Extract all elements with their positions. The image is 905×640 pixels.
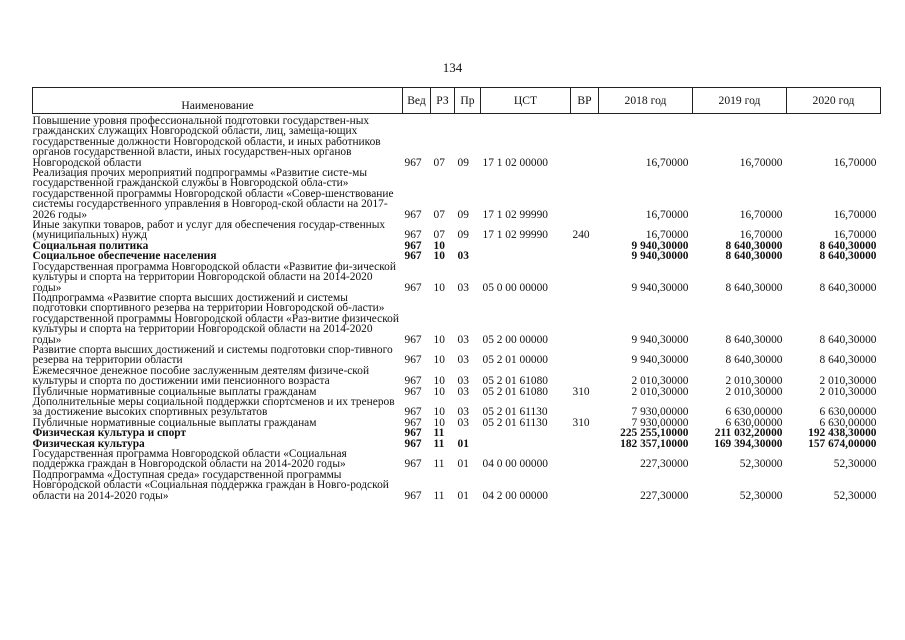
row-value-2018: 9 940,30000	[631, 250, 689, 263]
row-value-2020: 8 640,30000	[819, 250, 877, 263]
row-value-2020: 16,70000	[833, 156, 877, 169]
row-value-2018: 2 010,30000	[631, 385, 689, 398]
row-vr	[571, 439, 599, 449]
row-pr: 03	[457, 416, 469, 429]
row-value-2019: 8 640,30000	[725, 250, 783, 263]
row-rz: 07	[433, 229, 445, 242]
row-rz: 10	[433, 250, 445, 263]
row-rz: 10	[433, 239, 445, 252]
row-ved: 967	[404, 375, 422, 388]
table-row	[33, 397, 881, 418]
row-value-2018: 9 940,30000	[631, 239, 689, 252]
row-rz: 11	[433, 489, 445, 502]
row-name: Подпрограмма «Развитие спорта высших достижений и системы подготовки спортивного резерва на территории Новгородской об-ласти» государственной программы Новгородской области «Раз-витие физической культуры и спорта на территории Новгородской области на 2014-2020 годы»	[32, 291, 399, 346]
row-vr: 240	[572, 229, 590, 242]
row-cst: 17 1 02 99990	[482, 229, 548, 242]
row-value-2019: 6 630,00000	[725, 406, 783, 419]
row-name: Реализация прочих мероприятий подпрограммы «Развитие систе-мы государственной гражданской службы в Новгородской обла-сти» государственной программы Новгородской области «Совер-шенствование системы государственного управления в Новгород-ской области на 2017-2026 годы»	[32, 167, 394, 221]
row-vr	[571, 470, 599, 501]
row-value-2018: 16,70000	[645, 208, 689, 221]
row-rz: 10	[433, 416, 445, 429]
row-rz: 10	[433, 354, 445, 367]
row-pr: 01	[457, 458, 469, 471]
row-value-2019: 8 640,30000	[725, 281, 783, 294]
row-value-2018: 7 930,00000	[631, 406, 689, 419]
row-pr: 09	[457, 208, 469, 221]
row-name: Повышение уровня профессиональной подготовки государствен-ных гражданских служащих Новгородской области, лиц, замеща-ющих государственные должности Новгородской области, и иных работников органов государственной власти, иных государствен-ных органов Новгородской области	[32, 115, 381, 169]
table-row	[33, 168, 881, 220]
row-value-2018: 9 940,30000	[631, 354, 689, 367]
row-vr	[571, 428, 599, 438]
row-value-2019: 8 640,30000	[725, 333, 783, 346]
row-value-2020: 2 010,30000	[819, 375, 877, 388]
table-row	[33, 470, 881, 501]
row-vr	[571, 293, 599, 345]
table-row	[33, 366, 881, 387]
row-pr: 03	[457, 385, 469, 398]
table-row	[33, 262, 881, 293]
row-name: Физическая культура	[32, 437, 145, 450]
header-2018: 2018 год	[599, 88, 693, 114]
header-vr: ВР	[571, 88, 599, 114]
row-value-2020: 52,30000	[833, 458, 877, 471]
row-value-2019: 169 394,30000	[714, 437, 783, 450]
row-value-2019: 8 640,30000	[725, 239, 783, 252]
row-value-2019: 8 640,30000	[725, 354, 783, 367]
row-pr: 03	[457, 281, 469, 294]
row-cst: 05 0 00 00000	[482, 281, 548, 294]
row-ved: 967	[404, 489, 422, 502]
row-value-2019: 52,30000	[739, 489, 783, 502]
row-cst: 05 2 01 61080	[482, 375, 548, 388]
row-value-2020: 8 640,30000	[819, 239, 877, 252]
row-pr: 03	[457, 375, 469, 388]
row-value-2018: 16,70000	[645, 156, 689, 169]
row-ved: 967	[404, 406, 422, 419]
row-pr: 03	[457, 333, 469, 346]
row-cst	[481, 251, 571, 261]
row-rz: 10	[433, 375, 445, 388]
row-cst: 05 2 01 61130	[482, 406, 548, 419]
header-2020: 2020 год	[787, 88, 881, 114]
header-name: Наименование	[33, 88, 403, 114]
row-vr	[571, 241, 599, 251]
row-cst: 05 2 01 61130	[482, 416, 548, 429]
row-value-2018: 2 010,30000	[631, 375, 689, 388]
row-value-2020: 157 674,00000	[808, 437, 877, 450]
row-ved: 967	[404, 208, 422, 221]
row-cst: 17 1 02 99990	[482, 208, 548, 221]
row-value-2019: 16,70000	[739, 156, 783, 169]
row-value-2019: 16,70000	[739, 229, 783, 242]
row-vr: 310	[572, 416, 590, 429]
row-rz: 10	[433, 385, 445, 398]
row-name: Социальная политика	[32, 239, 149, 252]
table-row	[33, 345, 881, 366]
row-ved: 967	[404, 156, 422, 169]
row-value-2018: 7 930,00000	[631, 416, 689, 429]
row-value-2018: 16,70000	[645, 229, 689, 242]
row-value-2020: 16,70000	[833, 229, 877, 242]
row-value-2020: 8 640,30000	[819, 281, 877, 294]
row-pr: 03	[457, 406, 469, 419]
row-ved: 967	[404, 354, 422, 367]
header-2019: 2019 год	[693, 88, 787, 114]
row-cst: 05 2 00 00000	[482, 333, 548, 346]
row-rz: 11	[433, 427, 445, 440]
row-pr: 09	[457, 156, 469, 169]
row-rz: 10	[433, 333, 445, 346]
row-value-2018: 9 940,30000	[631, 333, 689, 346]
row-name: Публичные нормативные социальные выплаты гражданам	[32, 385, 317, 398]
row-rz: 11	[433, 458, 445, 471]
table-row	[33, 220, 881, 241]
row-rz: 07	[433, 156, 445, 169]
row-value-2019: 2 010,30000	[725, 375, 783, 388]
row-ved: 967	[404, 416, 422, 429]
row-rz: 11	[433, 437, 445, 450]
row-name: Ежемесячное денежное пособие заслуженным деятелям физиче-ской культуры и спорта по достижении ими пенсионного возраста	[32, 364, 370, 388]
row-value-2018: 182 357,10000	[620, 437, 689, 450]
row-value-2019: 6 630,00000	[725, 416, 783, 429]
row-pr: 01	[457, 437, 469, 450]
row-name: Развитие спорта высших достижений и системы подготовки спор-тивного резерва на территории области	[32, 343, 393, 367]
row-ved: 967	[404, 385, 422, 398]
row-name: Государственная программа Новгородской области «Социальная поддержка граждан в Новгородской области на 2014-2020 годы»	[32, 448, 347, 471]
header-pr: Пр	[455, 88, 481, 114]
row-ved: 967	[404, 229, 422, 242]
row-vr	[571, 449, 599, 470]
row-cst	[481, 241, 571, 251]
row-pr: 09	[457, 229, 469, 242]
row-vr	[571, 345, 599, 366]
row-cst: 17 1 02 00000	[482, 156, 548, 169]
row-name: Физическая культура и спорт	[32, 427, 187, 440]
page-number: 134	[442, 60, 463, 75]
row-value-2020: 16,70000	[833, 208, 877, 221]
row-ved: 967	[404, 437, 422, 450]
header-cst: ЦСТ	[481, 88, 571, 114]
row-value-2020: 6 630,00000	[819, 406, 877, 419]
row-cst	[481, 428, 571, 438]
row-value-2020: 6 630,00000	[819, 416, 877, 429]
table-row	[33, 114, 881, 169]
row-value-2020: 52,30000	[833, 489, 877, 502]
table-row	[33, 449, 881, 470]
row-value-2020: 8 640,30000	[819, 354, 877, 367]
row-cst: 04 0 00 00000	[482, 458, 548, 471]
row-name: Социальное обеспечение населения	[32, 250, 217, 263]
row-value-2019: 2 010,30000	[725, 385, 783, 398]
row-ved: 967	[404, 281, 422, 294]
row-name: Государственная программа Новгородской области «Развитие фи-зической культуры и спорта на территории Новгородской области на 2014-2020 годы»	[32, 260, 396, 294]
row-ved: 967	[404, 333, 422, 346]
row-ved: 967	[404, 250, 422, 263]
row-vr	[571, 397, 599, 418]
row-name: Иные закупки товаров, работ и услуг для обеспечения государ-ственных (муниципальных) нужд	[32, 219, 386, 242]
row-cst: 04 2 00 00000	[482, 489, 548, 502]
row-pr: 03	[457, 354, 469, 367]
row-ved: 967	[404, 239, 422, 252]
row-vr	[571, 366, 599, 387]
row-rz: 10	[433, 406, 445, 419]
row-cst: 05 2 01 61080	[482, 385, 548, 398]
row-value-2018: 9 940,30000	[631, 281, 689, 294]
header-rz: РЗ	[431, 88, 455, 114]
budget-table	[32, 87, 881, 501]
row-value-2020: 8 640,30000	[819, 333, 877, 346]
row-name: Подпрограмма «Доступная среда» государственной программы Новгородской области «Социальная поддержка граждан в Новго-родской области на 2014-2020 годы»	[32, 468, 389, 502]
row-vr	[571, 262, 599, 293]
row-pr: 01	[457, 489, 469, 502]
table-body	[33, 114, 881, 502]
row-vr	[571, 114, 599, 169]
table-header-row	[33, 88, 881, 114]
row-vr: 310	[572, 385, 590, 398]
row-name: Дополнительные меры социальной поддержки спортсменов и их тренеров за достижение высоких спортивных результатов	[32, 395, 395, 419]
row-value-2019: 16,70000	[739, 208, 783, 221]
row-name: Публичные нормативные социальные выплаты гражданам	[32, 416, 317, 429]
row-rz: 07	[433, 208, 445, 221]
row-value-2020: 192 438,30000	[808, 427, 877, 440]
row-value-2018: 227,30000	[640, 489, 689, 502]
table-row	[33, 293, 881, 345]
row-ved: 967	[404, 427, 422, 440]
row-vr	[571, 168, 599, 220]
row-value-2018: 225 255,10000	[620, 427, 689, 440]
row-rz: 10	[433, 281, 445, 294]
header-ved: Вед	[403, 88, 431, 114]
row-pr: 03	[457, 250, 469, 263]
row-value-2018: 227,30000	[640, 458, 689, 471]
row-value-2020: 2 010,30000	[819, 385, 877, 398]
row-value-2019: 52,30000	[739, 458, 783, 471]
row-cst	[481, 439, 571, 449]
row-value-2019: 211 032,20000	[714, 427, 783, 440]
row-cst: 05 2 01 00000	[482, 354, 548, 367]
row-vr	[571, 251, 599, 261]
row-ved: 967	[404, 458, 422, 471]
